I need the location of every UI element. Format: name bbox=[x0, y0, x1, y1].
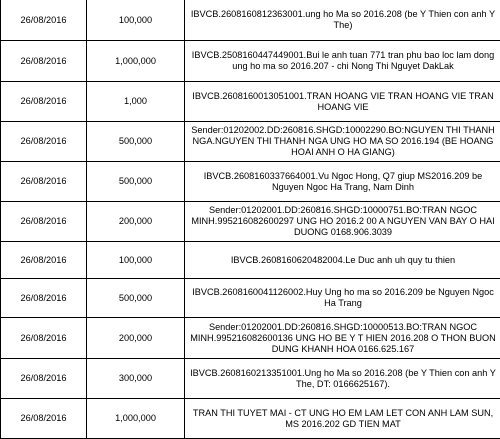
table-row bbox=[1, 202, 500, 242]
date-cell: 26/08/2016 bbox=[1, 359, 87, 399]
table-row bbox=[1, 318, 500, 359]
description-cell: IBVCB.2608160812363001.ung ho Ma so 2016.208 (be Y Thien con anh Y The) bbox=[185, 0, 500, 41]
date-cell: 26/08/2016 bbox=[1, 122, 87, 162]
table-row bbox=[1, 0, 500, 41]
description-cell: IBVCB.2608160213351001.Ung ho Ma so 2016.208 (be Y Thien con anh Y The, DT: 0166625167). bbox=[185, 359, 500, 399]
description-cell: Sender:01202001.DD:260816.SHGD:10000751.BO:TRAN NGOC MINH.995216082600297 UNG HO 2016.2 00 A NGUYEN VAN BAY O HAI DUONG 0168.906.3039 bbox=[185, 202, 500, 242]
table-row bbox=[1, 279, 500, 318]
date-cell: 26/08/2016 bbox=[1, 242, 87, 279]
date-cell: 26/08/2016 bbox=[1, 202, 87, 242]
amount-cell: 300,000 bbox=[87, 359, 185, 399]
table-row bbox=[1, 122, 500, 162]
date-cell: 26/08/2016 bbox=[1, 162, 87, 202]
date-cell: 26/08/2016 bbox=[1, 41, 87, 82]
table-row bbox=[1, 242, 500, 279]
description-cell: Sender:01202002.DD:260816.SHGD:10002290.BO:NGUYEN THI THANH NGA.NGUYEN THI THANH NGA UNG HO MA SO 2016.194 (BE HOANG HOAI ANH O HA GIANG) bbox=[185, 122, 500, 162]
amount-cell: 500,000 bbox=[87, 122, 185, 162]
description-cell: IBVCB.2508160447449001.Bui le anh tuan 771 tran phu bao loc lam dong ung ho ma so 2016.207 - chi Nong Thi Nguyet DakLak bbox=[185, 41, 500, 82]
amount-cell: 100,000 bbox=[87, 242, 185, 279]
description-cell: IBVCB.2608160337664001.Vu Ngoc Hong, Q7 giup MS2016.209 be Nguyen Ngoc Ha Trang, Nam Dinh bbox=[185, 162, 500, 202]
table-row bbox=[1, 399, 500, 439]
date-cell: 26/08/2016 bbox=[1, 279, 87, 318]
description-cell: IBVCB.2608160013051001.TRAN HOANG VIE TRAN HOANG VIE TRAN HOANG VIE bbox=[185, 82, 500, 122]
table-row bbox=[1, 82, 500, 122]
table-row bbox=[1, 359, 500, 399]
date-cell: 26/08/2016 bbox=[1, 399, 87, 439]
date-cell: 26/08/2016 bbox=[1, 82, 87, 122]
description-cell: IBVCB.2608160620482004.Le Duc anh uh quy tu thien bbox=[185, 242, 500, 279]
amount-cell: 1,000,000 bbox=[87, 399, 185, 439]
amount-cell: 100,000 bbox=[87, 0, 185, 41]
date-cell: 26/08/2016 bbox=[1, 0, 87, 41]
amount-cell: 500,000 bbox=[87, 279, 185, 318]
table-row bbox=[1, 162, 500, 202]
date-cell: 26/08/2016 bbox=[1, 318, 87, 359]
amount-cell: 1,000 bbox=[87, 82, 185, 122]
amount-cell: 500,000 bbox=[87, 162, 185, 202]
amount-cell: 1,000,000 bbox=[87, 41, 185, 82]
amount-cell: 200,000 bbox=[87, 318, 185, 359]
description-cell: IBVCB.2608160041126002.Huy Ung ho ma so 2016.209 be Nguyen Ngoc Ha Trang bbox=[185, 279, 500, 318]
amount-cell: 200,000 bbox=[87, 202, 185, 242]
description-cell: TRAN THI TUYET MAI - CT UNG HO EM LAM LET CON ANH LAM SUN, MS 2016.202 GD TIEN MAT bbox=[185, 399, 500, 439]
table-row bbox=[1, 41, 500, 82]
description-cell: Sender:01202001.DD:260816.SHGD:10000513.BO:TRAN NGOC MINH.995216082600136 UNG HO BE Y T HIEN 2016.208 O THON BUON DUNG KHANH HOA 0166.625.167 bbox=[185, 318, 500, 359]
